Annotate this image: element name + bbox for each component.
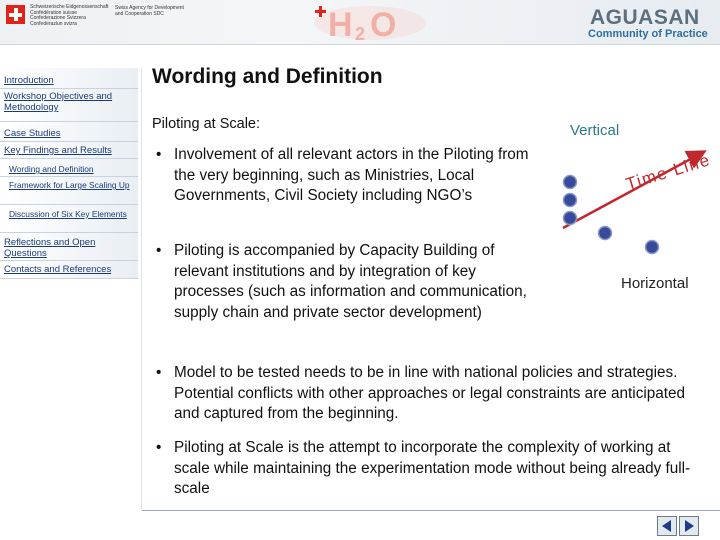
prev-slide-button[interactable] bbox=[657, 516, 677, 536]
header-banner bbox=[0, 0, 720, 45]
sidebar-divider bbox=[141, 68, 142, 510]
page-title: Wording and Definition bbox=[152, 65, 383, 88]
sidebar-item-introduction[interactable]: Introduction bbox=[0, 68, 138, 89]
next-slide-button[interactable] bbox=[679, 516, 699, 536]
bullet-item: • Model to be tested needs to be in line with national policies and strategies. Potential conflicts with other approaches or legal constraints are anticipated and captured from the beginning. bbox=[152, 363, 702, 425]
bullet-item: • Piloting at Scale is the attempt to incorporate the complexity of working at scale while maintaining the experimentation mode without being already full-scale bbox=[152, 438, 702, 500]
sidebar-item-contacts[interactable]: Contacts and References bbox=[0, 261, 138, 279]
sidebar-item-wording-definition[interactable]: Wording and Definition bbox=[0, 159, 138, 177]
scale-dot bbox=[599, 227, 612, 240]
scale-dot bbox=[646, 241, 659, 254]
triangle-left-icon bbox=[658, 517, 676, 535]
confederation-text: Schweizerische Eidgenossenschaft Confédération suisse Confederazione Svizzera Confederaziun svizra bbox=[30, 4, 109, 27]
scaling-diagram bbox=[548, 110, 720, 300]
svg-text:O: O bbox=[370, 6, 397, 44]
h2o-logo bbox=[310, 2, 430, 44]
sidebar-item-six-key-elements[interactable]: Discussion of Six Key Elements bbox=[0, 205, 138, 233]
section-subheading: Piloting at Scale: bbox=[152, 116, 261, 132]
sidebar-item-workshop-objectives[interactable]: Workshop Objectives and Methodology bbox=[0, 89, 138, 122]
bullet-item: • Piloting is accompanied by Capacity Building of relevant institutions and by integration of key processes (such as information and communication, supply chain and private sector development) bbox=[152, 241, 542, 323]
agency-text: Swiss Agency for Development and Cooperation SDC bbox=[115, 5, 184, 17]
sidebar-item-case-studies[interactable]: Case Studies bbox=[0, 122, 138, 142]
timeline-label: Time Line bbox=[623, 150, 713, 194]
scale-dot bbox=[564, 176, 577, 189]
svg-text:H: H bbox=[328, 6, 353, 44]
sidebar-item-key-findings[interactable]: Key Findings and Results bbox=[0, 142, 138, 159]
sidebar-nav bbox=[0, 68, 140, 279]
brand-subtitle: Community of Practice bbox=[588, 28, 708, 40]
scale-dot bbox=[564, 194, 577, 207]
bullet-item: • Involvement of all relevant actors in the Piloting from the very beginning, such as Ministries, Local Governments, Civil Society including NGO’s bbox=[152, 145, 542, 207]
footer-divider bbox=[142, 510, 720, 511]
brand-name: AGUASAN bbox=[590, 6, 700, 29]
swiss-flag-icon bbox=[6, 5, 25, 24]
triangle-right-icon bbox=[680, 517, 698, 535]
vertical-label: Vertical bbox=[570, 122, 620, 139]
sidebar-item-framework-scaling[interactable]: Framework for Large Scaling Up bbox=[0, 177, 138, 205]
scale-dot bbox=[564, 212, 577, 225]
horizontal-label: Horizontal bbox=[621, 275, 689, 292]
svg-text:2: 2 bbox=[355, 24, 366, 44]
sidebar-item-reflections[interactable]: Reflections and Open Questions bbox=[0, 233, 138, 261]
